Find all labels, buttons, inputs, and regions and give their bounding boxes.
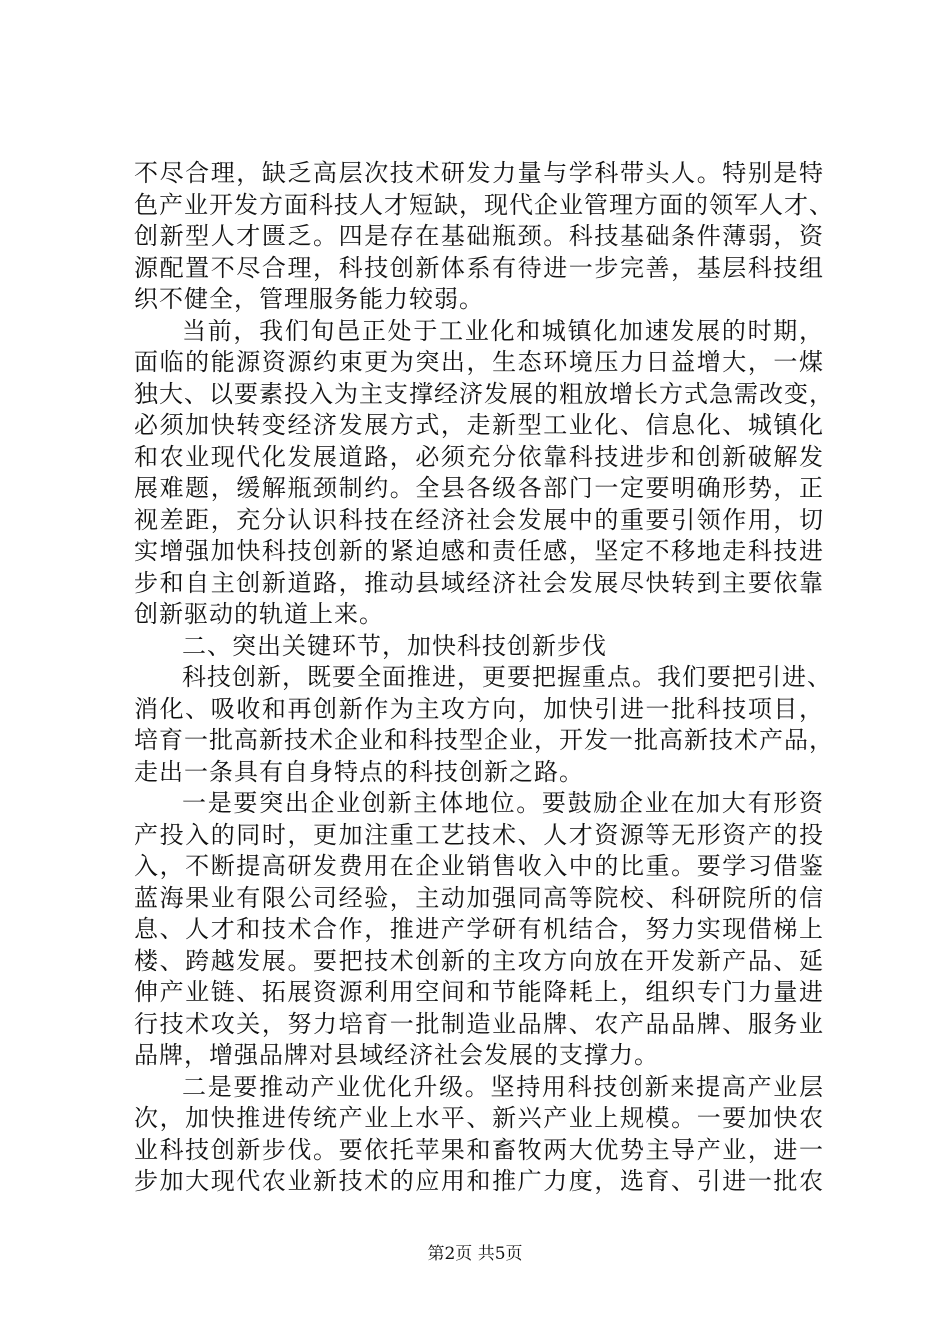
text-line: 织不健全，管理服务能力较弱。 (134, 285, 484, 313)
text-line: 伸产业链、拓展资源利用空间和节能降耗上，组织专门力量进 (134, 978, 824, 1006)
text-line: 科技创新，既要全面推进，更要把握重点。我们要把引进、 (182, 663, 832, 691)
text-line: 视差距，充分认识科技在经济社会发展中的重要引领作用，切 (134, 505, 824, 534)
text-line: 入，不断提高研发费用在企业销售收入中的比重。要学习借鉴 (134, 852, 824, 880)
text-line: 培育一批高新技术企业和科技型企业，开发一批高新技术产品， (134, 726, 834, 754)
text-line: 创新型人才匮乏。四是存在基础瓶颈。科技基础条件薄弱，资 (134, 222, 824, 250)
text-line: 业科技创新步伐。要依托苹果和畜牧两大优势主导产业，进一 (134, 1135, 824, 1164)
text-line: 消化、吸收和再创新作为主攻方向，加快引进一批科技项目， (134, 694, 824, 723)
text-line: 创新驱动的轨道上来。 (134, 600, 384, 628)
text-line: 独大、以要素投入为主支撑经济发展的粗放增长方式急需改变， (134, 379, 834, 408)
text-line: 行技术攻关，努力培育一批制造业品牌、农产品品牌、服务业 (134, 1009, 824, 1038)
text-line: 展难题，缓解瓶颈制约。全县各级各部门一定要明确形势，正 (134, 474, 824, 502)
text-line: 次，加快推进传统产业上水平、新兴产业上规模。一要加快农 (134, 1104, 824, 1132)
text-line: 一是要突出企业创新主体地位。要鼓励企业在加大有形资 (182, 789, 824, 817)
text-line: 蓝海果业有限公司经验，主动加强同高等院校、科研院所的信 (134, 883, 824, 912)
text-line: 和农业现代化发展道路，必须充分依靠科技进步和创新破解发 (134, 442, 824, 471)
text-line: 走出一条具有自身特点的科技创新之路。 (134, 757, 584, 786)
text-line: 品牌，增强品牌对县域经济社会发展的支撑力。 (134, 1041, 659, 1069)
document-body (134, 158, 834, 1198)
text-line: 面临的能源资源约束更为突出，生态环境压力日益增大，一煤 (134, 348, 824, 376)
page-footer: 第2页 共5页 (427, 1244, 523, 1264)
text-line: 实增强加快科技创新的紧迫感和责任感，坚定不移地走科技进 (134, 537, 824, 565)
text-line: 息、人才和技术合作，推进产学研有机结合，努力实现借梯上 (134, 915, 824, 943)
text-line: 必须加快转变经济发展方式，走新型工业化、信息化、城镇化 (134, 411, 824, 439)
text-line: 步加大现代农业新技术的应用和推广力度，选育、引进一批农 (134, 1167, 824, 1195)
text-line: 楼、跨越发展。要把技术创新的主攻方向放在开发新产品、延 (134, 946, 824, 975)
text-line: 源配置不尽合理，科技创新体系有待进一步完善，基层科技组 (134, 253, 824, 282)
text-line: 当前，我们旬邑正处于工业化和城镇化加速发展的时期， (182, 316, 824, 345)
text-line: 不尽合理，缺乏高层次技术研发力量与学科带头人。特别是特 (134, 159, 824, 187)
text-line: 二是要推动产业优化升级。坚持用科技创新来提高产业层 (182, 1072, 824, 1101)
text-line: 色产业开发方面科技人才短缺，现代企业管理方面的领军人才、 (134, 190, 834, 219)
text-line: 产投入的同时，更加注重工艺技术、人才资源等无形资产的投 (134, 820, 824, 849)
text-line: 步和自主创新道路，推动县域经济社会发展尽快转到主要依靠 (134, 568, 824, 597)
text-line: 二、突出关键环节，加快科技创新步伐 (182, 631, 607, 660)
